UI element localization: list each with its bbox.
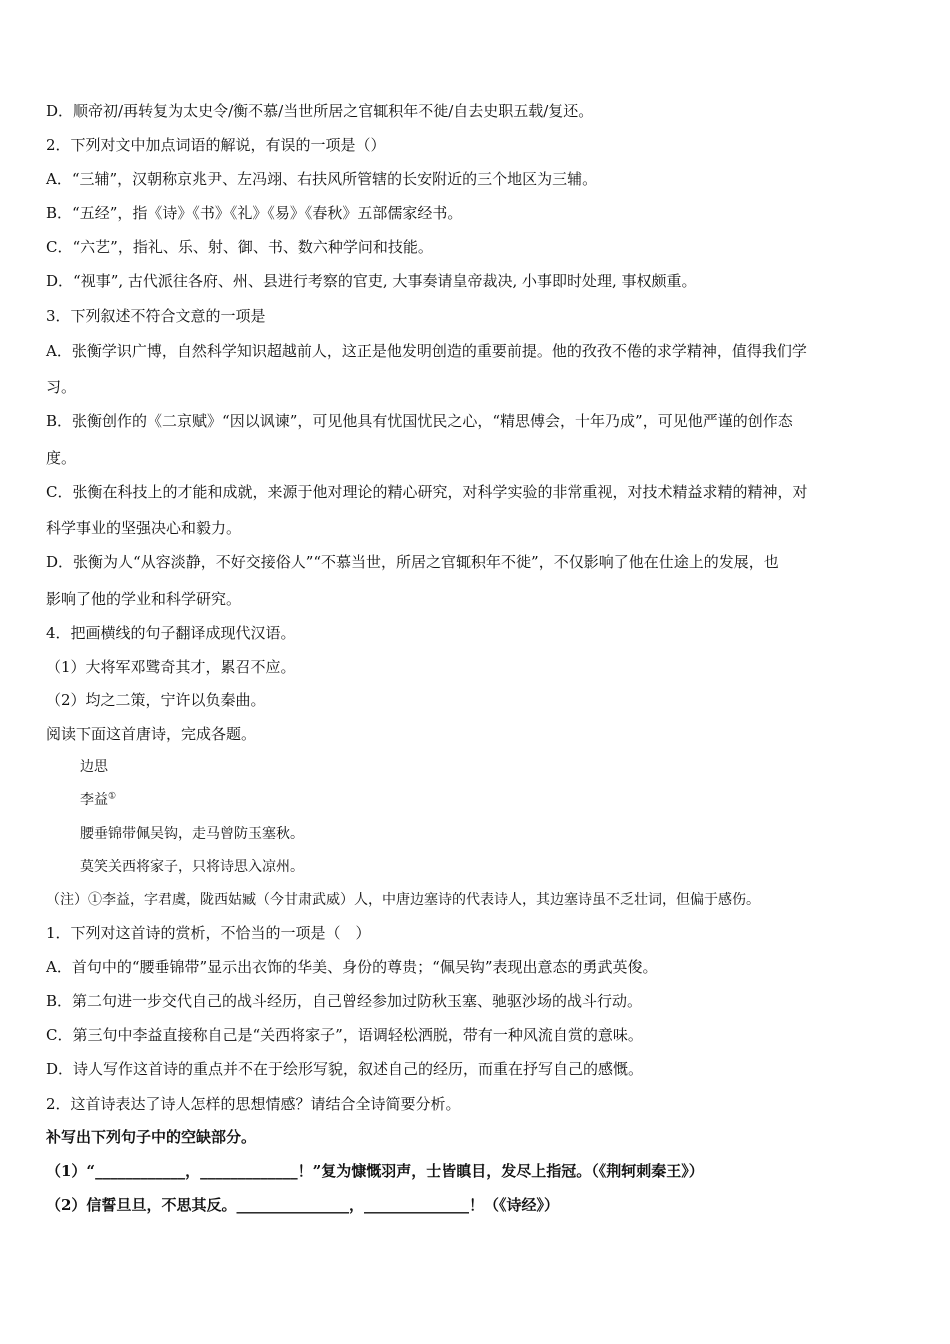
option-c: C．张衡在科技上的才能和成就，来源于他对理论的精心研究，对科学实验的非常重视，对技术精益求精的精神，对 [46, 483, 808, 501]
option-c: C．“六艺”，指礼、乐、射、御、书、数六种学问和技能。 [46, 238, 433, 256]
poem-question-2: 2．这首诗表达了诗人怎样的思想情感？请结合全诗简要分析。 [46, 1095, 461, 1113]
fill-heading: 补写出下列句子中的空缺部分。 [46, 1128, 257, 1146]
option-c: C．第三句中李益直接称自己是“关西将家子”，语调轻松洒脱，带有一种风流自赏的意味。 [46, 1026, 643, 1044]
question-4: 4．把画横线的句子翻译成现代汉语。 [46, 624, 296, 642]
option-b-cont: 度。 [46, 449, 77, 467]
option-d: D．张衡为人“从容淡静，不好交接俗人”“不慕当世，所居之官辄积年不徙”，不仅影响了他在仕途上的发展，也 [46, 553, 779, 571]
option-d-cont: 影响了他的学业和科学研究。 [46, 590, 242, 608]
question-3: 3．下列叙述不符合文意的一项是 [46, 307, 266, 325]
option-a-cont: 习。 [46, 378, 77, 396]
question-2: 2．下列对文中加点词语的解说，有误的一项是（） [46, 136, 386, 154]
note-mark: ① [108, 791, 117, 802]
poem-title: 边思 [80, 759, 108, 775]
poem-question-1: 1．下列对这首诗的赏析，不恰当的一项是（ ） [46, 924, 371, 942]
option-b: B．张衡创作的《二京赋》“因以讽谏”，可见他具有忧国忧民之心，“精思傅会，十年乃成”，可见他严谨的创作态 [46, 412, 793, 430]
sub-question-1: （1）大将军邓骘奇其才，累召不应。 [46, 658, 296, 676]
sub-question-2: （2）均之二策，宁许以负秦曲。 [46, 691, 266, 709]
author-name: 李益 [80, 792, 108, 808]
option-b: B．“五经”，指《诗》《书》《礼》《易》《春秋》五部儒家经书。 [46, 204, 463, 222]
option-a: A．张衡学识广博，自然科学知识超越前人，这正是他发明创造的重要前提。他的孜孜不倦的求学精神，值得我们学 [46, 342, 807, 360]
poem-note: （注）①李益，字君虞，陇西姑臧（今甘肃武威）人，中唐边塞诗的代表诗人，其边塞诗虽不乏壮词，但偏于感伤。 [46, 892, 760, 908]
fill-item-2: （2）信誓旦旦，不思其反。_______________，______________！（《诗经》） [46, 1196, 559, 1214]
poem-line-2: 莫笑关西将家子，只将诗思入凉州。 [80, 859, 304, 875]
option-d: D．“视事”, 古代派往各府、州、县进行考察的官吏, 大事奏请皇帝裁决, 小事即时处理, 事权颇重。 [46, 272, 697, 290]
option-a: A．首句中的“腰垂锦带”显示出衣饰的华美、身份的尊贵；“佩吴钩”表现出意态的勇武英俊。 [46, 958, 658, 976]
option-d: D．诗人写作这首诗的重点并不在于绘形写貌，叙述自己的经历，而重在抒写自己的感慨。 [46, 1060, 644, 1078]
text-line: D．顺帝初/再转复为太史令/衡不慕/当世所居之官辄积年不徙/自去史职五载/复还。 [46, 102, 594, 120]
fill-item-1: （1）“____________，_____________！”复为慷慨羽声，士皆瞋目，发尽上指冠。（《荆轲刺秦王》） [46, 1162, 704, 1180]
poem-author [80, 790, 116, 810]
option-c-cont: 科学事业的坚强决心和毅力。 [46, 519, 242, 537]
reading-instruction: 阅读下面这首唐诗，完成各题。 [46, 725, 257, 743]
poem-line-1: 腰垂锦带佩吴钩，走马曾防玉塞秋。 [80, 826, 304, 842]
option-b: B．第二句进一步交代自己的战斗经历，自己曾经参加过防秋玉塞、驰驱沙场的战斗行动。 [46, 992, 643, 1010]
option-a: A．“三辅”，汉朝称京兆尹、左冯翊、右扶风所管辖的长安附近的三个地区为三辅。 [46, 170, 598, 188]
